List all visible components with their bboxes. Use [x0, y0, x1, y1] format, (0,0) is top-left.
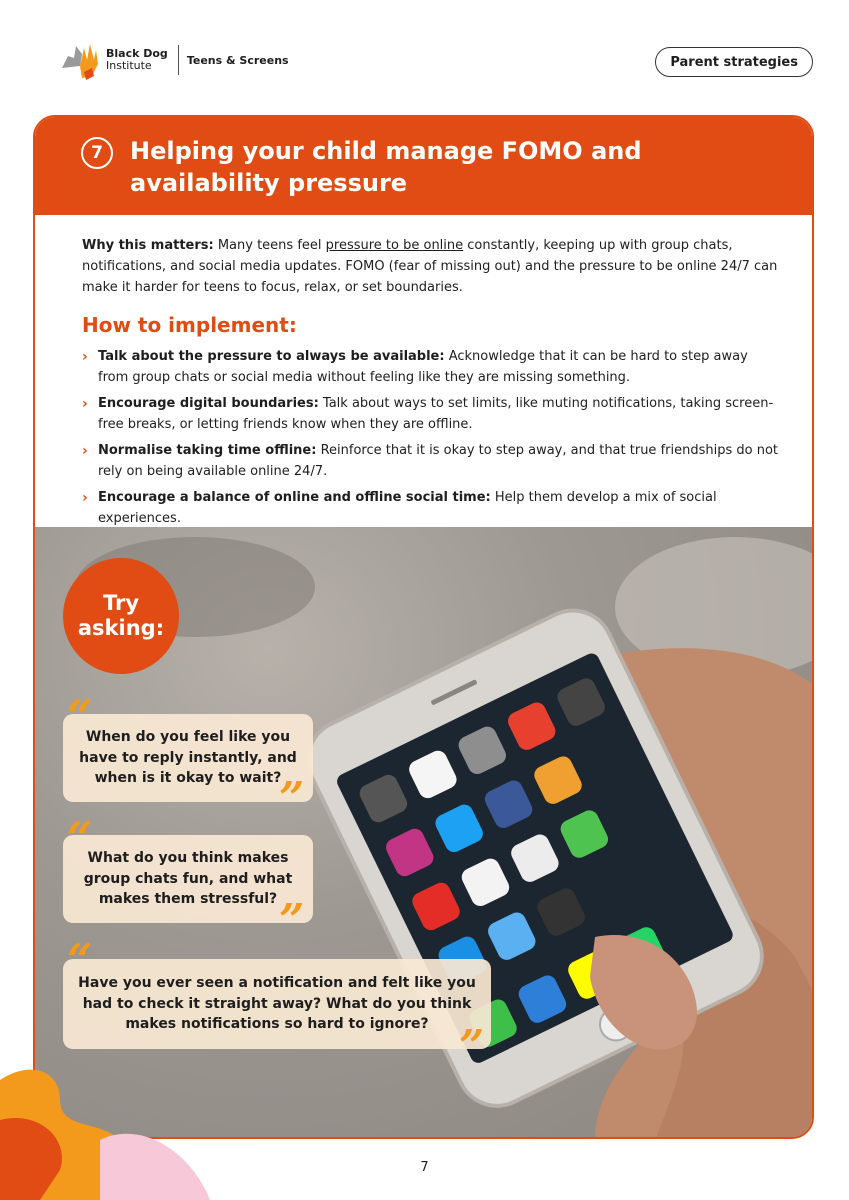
- chevron-right-icon: ›: [82, 396, 88, 412]
- item-text: Acknowledge that it can be hard to step away from group chats or social media without feeling like they are missing something.: [98, 349, 748, 385]
- phone-photo: [35, 527, 812, 1139]
- item-bold: Normalise taking time offline:: [98, 443, 317, 458]
- open-quote-icon: “: [67, 935, 93, 986]
- try-asking-badge: [63, 558, 179, 674]
- logo-line1: Black Dog: [106, 47, 168, 60]
- item-text: Help them develop a mix of social experiences.: [98, 490, 717, 526]
- logo-divider: [178, 45, 179, 75]
- implementation-list: [82, 347, 782, 535]
- list-item: [82, 441, 782, 482]
- parent-strategies-tag: Parent strategies: [655, 47, 813, 77]
- question-bubble-1: When do you feel like you have to reply instantly, and when is it okay to wait?: [63, 714, 313, 802]
- header: [58, 38, 289, 82]
- question-bubble-3: Have you ever seen a notification and felt like you had to check it straight away? What do you think makes notifications so hard to ignore?: [63, 959, 491, 1049]
- why-text-before: Many teens feel: [213, 238, 326, 253]
- list-item: [82, 347, 782, 388]
- try-label: Try: [102, 591, 140, 615]
- logo-line2: Institute: [106, 59, 152, 72]
- close-quote-icon: ”: [459, 1021, 485, 1072]
- item-bold: Encourage digital boundaries:: [98, 396, 319, 411]
- close-quote-icon: ”: [279, 773, 305, 824]
- chevron-right-icon: ›: [82, 490, 88, 506]
- card-header: [35, 117, 812, 215]
- item-text: Reinforce that it is okay to step away, and that true friendships do not rely on being available online 24/7.: [98, 443, 778, 479]
- asking-label: asking:: [77, 616, 165, 640]
- strategy-card: [33, 115, 814, 1139]
- page-number: 7: [420, 1160, 429, 1175]
- item-text: Talk about ways to set limits, like muting notifications, taking screen-free breaks, or letting friends know when they are offline.: [98, 396, 774, 432]
- section-number: 7: [81, 137, 113, 169]
- black-dog-logo-icon: [58, 38, 102, 82]
- item-bold: Encourage a balance of online and offline social time:: [98, 490, 491, 505]
- close-quote-icon: ”: [279, 895, 305, 946]
- list-item: [82, 488, 782, 529]
- chevron-right-icon: ›: [82, 349, 88, 365]
- why-underlined: pressure to be online: [325, 238, 464, 253]
- section-title: Helping your child manage FOMO and availability pressure: [130, 137, 642, 197]
- how-to-implement-heading: How to implement:: [82, 313, 297, 337]
- chevron-right-icon: ›: [82, 443, 88, 459]
- why-text-after: constantly, keeping up with group chats, notifications, and social media updates. FOMO (fear of missing out) and the pressure to be online 24/7 can make it harder for teens to focus, relax, or set boundaries.: [82, 238, 778, 295]
- decorative-corner-shape: [0, 1060, 220, 1200]
- why-this-matters: [82, 235, 782, 298]
- open-quote-icon: “: [67, 691, 93, 742]
- open-quote-icon: “: [67, 813, 93, 864]
- question-bubble-2: What do you think makes group chats fun, and what makes them stressful?: [63, 835, 313, 923]
- logo-text: [106, 48, 168, 72]
- logo-subtitle: Teens & Screens: [186, 53, 289, 67]
- why-label: Why this matters:: [82, 238, 214, 253]
- item-bold: Talk about the pressure to always be available:: [98, 349, 445, 364]
- list-item: [82, 394, 782, 435]
